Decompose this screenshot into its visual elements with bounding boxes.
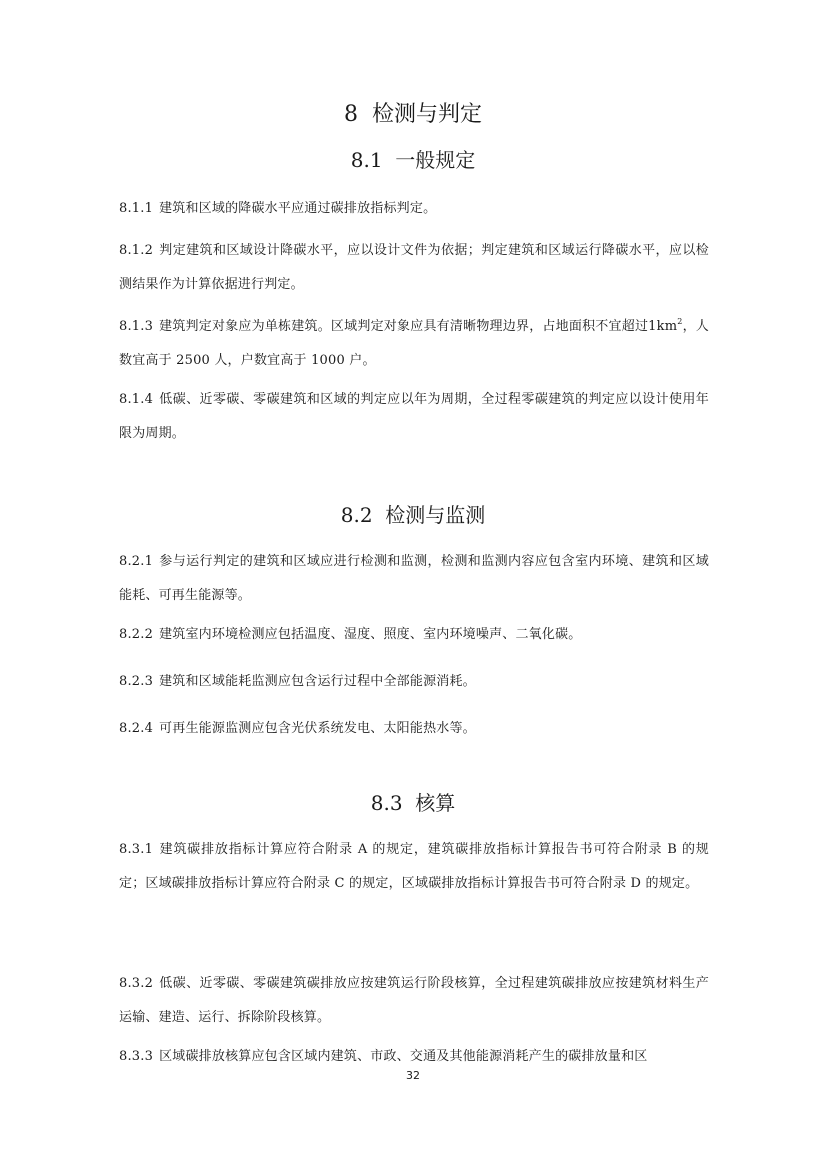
clause-text: 低碳、近零碳、零碳建筑和区域的判定应以年为周期，全过程零碳建筑的判定应以设计使用年限为周期。	[119, 392, 709, 441]
clause-number: 8.2.3	[119, 674, 154, 689]
clause-text: 区域碳排放核算应包含区域内建筑、市政、交通及其他能源消耗产生的碳排放量和区	[159, 1049, 648, 1064]
clause-number: 8.2.2	[119, 627, 154, 642]
clause-text: 建筑和区域能耗监测应包含运行过程中全部能源消耗。	[159, 674, 476, 689]
clause-number: 8.3.1	[119, 842, 154, 857]
clause-number: 8.2.1	[119, 554, 154, 569]
clause-text-continued: ，人数宜高于 2500 人，户数宜高于 1000 户。	[119, 319, 709, 368]
clause-text: 可再生能源监测应包含光伏系统发电、太阳能热水等。	[159, 721, 476, 736]
clause-8-2-4	[119, 712, 709, 746]
page-number: 32	[406, 1069, 420, 1082]
clause-8-1-1	[119, 192, 709, 226]
clause-number: 8.1.2	[119, 243, 154, 258]
clause-number: 8.1.3	[119, 319, 154, 334]
chapter-title: 8 检测与判定	[344, 102, 482, 127]
clause-text: 建筑和区域的降碳水平应通过碳排放指标判定。	[159, 201, 437, 216]
clause-8-2-1	[119, 545, 709, 613]
clause-text: 建筑碳排放指标计算应符合附录 A 的规定，建筑碳排放指标计算报告书可符合附录 B 的规定；区域碳排放指标计算应符合附录 C 的规定，区域碳排放指标计算报告书可符合附录 D 的规定。	[119, 842, 709, 891]
clause-8-3-1	[119, 833, 709, 901]
section-title-8-2: 8.2 检测与监测	[340, 503, 486, 527]
clause-8-3-2	[119, 967, 709, 1035]
section-title-8-1: 8.1 一般规定	[350, 148, 476, 172]
clause-8-1-4	[119, 383, 709, 451]
clause-number: 8.3.2	[119, 976, 154, 991]
clause-text: 判定建筑和区域设计降碳水平，应以设计文件为依据；判定建筑和区域运行降碳水平，应以检测结果作为计算依据进行判定。	[119, 243, 709, 292]
clause-number: 8.1.1	[119, 201, 154, 216]
section-title-8-3: 8.3 核算	[370, 791, 456, 815]
clause-8-2-3	[119, 665, 709, 699]
clause-text: 建筑室内环境检测应包括温度、湿度、照度、室内环境噪声、二氧化碳。	[159, 627, 582, 642]
clause-number: 8.2.4	[119, 721, 154, 736]
superscript-2: 2	[677, 317, 683, 326]
clause-8-2-2	[119, 618, 709, 652]
clause-text: 低碳、近零碳、零碳建筑碳排放应按建筑运行阶段核算，全过程建筑碳排放应按建筑材料生产运输、建造、运行、拆除阶段核算。	[119, 976, 709, 1025]
clause-text: 建筑判定对象应为单栋建筑。区域判定对象应具有清晰物理边界，占地面积不宜超过1km	[159, 319, 678, 334]
clause-8-1-2	[119, 234, 709, 302]
clause-number: 8.1.4	[119, 392, 154, 407]
clause-8-1-3	[119, 310, 709, 378]
clause-number: 8.3.3	[119, 1049, 154, 1064]
clause-text: 参与运行判定的建筑和区域应进行检测和监测，检测和监测内容应包含室内环境、建筑和区域能耗、可再生能源等。	[119, 554, 709, 603]
